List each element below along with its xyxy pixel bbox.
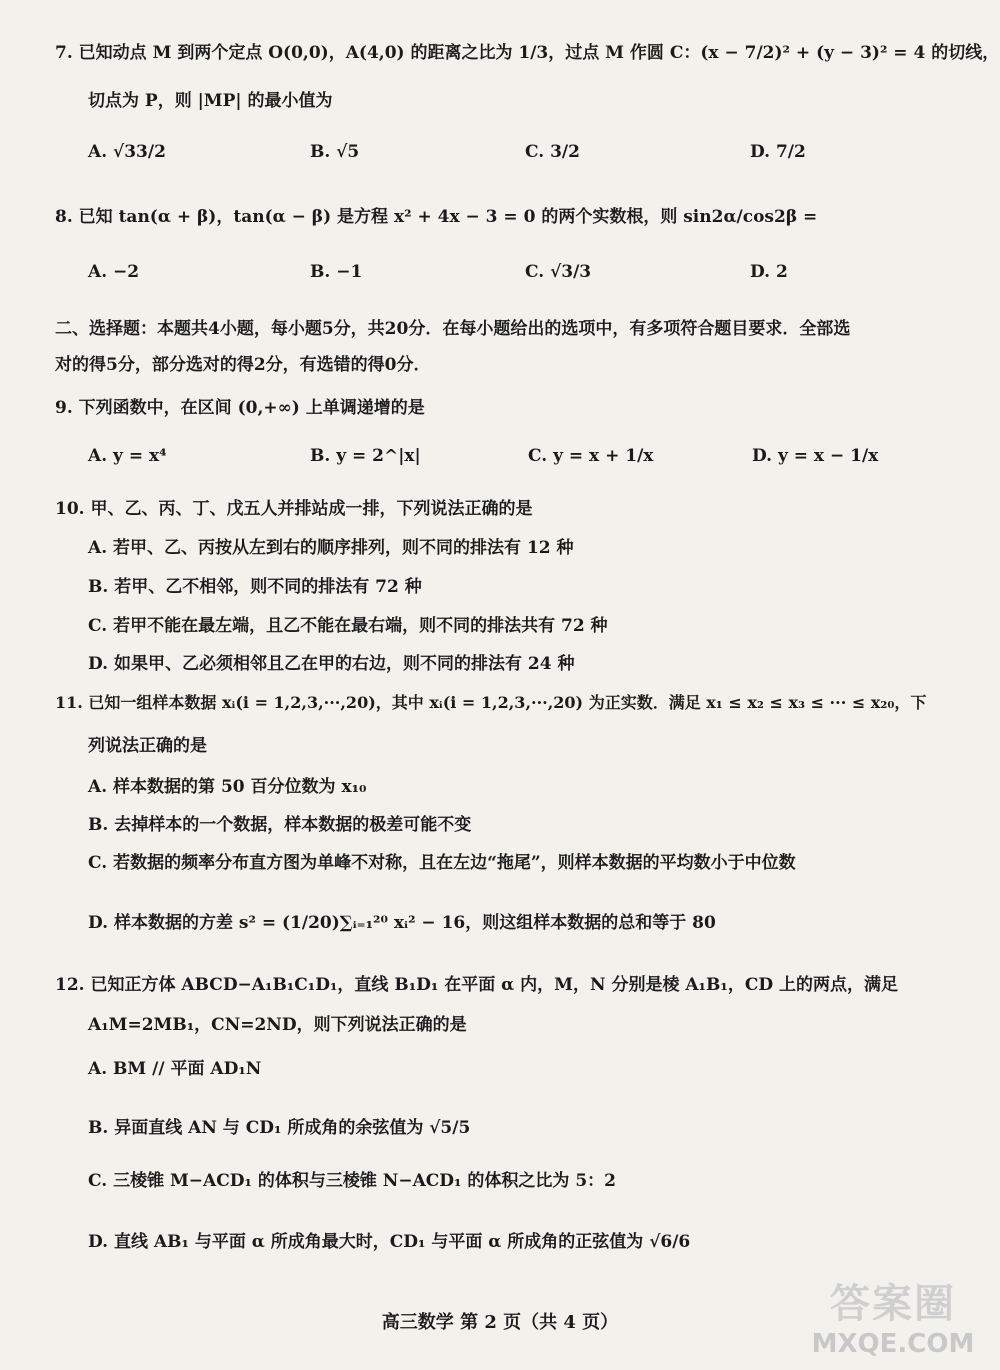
page-footer: 高三数学 第 2 页（共 4 页） bbox=[381, 1312, 619, 1333]
section-2-heading: 二、选择题：本题共4小题，每小题5分，共20分．在每小题给出的选项中，有多项符合题目要求．全部选 bbox=[55, 319, 851, 339]
question-12-stem-cont: A₁M=2MB₁，CN=2ND，则下列说法正确的是 bbox=[88, 1015, 467, 1035]
question-8-option-c: C. √3/3 bbox=[525, 262, 592, 282]
question-10-stem: 10. 甲、乙、丙、丁、戊五人并排站成一排，下列说法正确的是 bbox=[55, 499, 533, 519]
question-11-stem-cont: 列说法正确的是 bbox=[88, 736, 207, 756]
question-12-option-d: D. 直线 AB₁ 与平面 α 所成角最大时，CD₁ 与平面 α 所成角的正弦值为 √6/6 bbox=[88, 1232, 691, 1252]
question-7-option-d: D. 7/2 bbox=[750, 142, 806, 162]
question-9-option-b: B. y = 2^|x| bbox=[310, 446, 421, 466]
question-9-option-a: A. y = x⁴ bbox=[88, 446, 167, 466]
question-11-option-a: A. 样本数据的第 50 百分位数为 x₁₀ bbox=[88, 777, 367, 797]
question-12-option-c: C. 三棱锥 M−ACD₁ 的体积与三棱锥 N−ACD₁ 的体积之比为 5：2 bbox=[88, 1171, 616, 1191]
watermark-logo: 答案圈 bbox=[830, 1281, 956, 1327]
question-10-option-b: B. 若甲、乙不相邻，则不同的排法有 72 种 bbox=[88, 577, 422, 597]
question-10-option-d: D. 如果甲、乙必须相邻且乙在甲的右边，则不同的排法有 24 种 bbox=[88, 654, 575, 674]
watermark-url: MXQE.COM bbox=[811, 1329, 975, 1359]
question-12-option-b: B. 异面直线 AN 与 CD₁ 所成角的余弦值为 √5/5 bbox=[88, 1118, 471, 1138]
question-8-option-b: B. −1 bbox=[310, 262, 363, 282]
question-11-stem: 11. 已知一组样本数据 xᵢ(i = 1,2,3,···,20)，其中 xᵢ(i = 1,2,3,···,20) 为正实数．满足 x₁ ≤ x₂ ≤ x₃ ≤ ··· ≤ x₂₀，下 bbox=[55, 693, 927, 712]
question-12-stem: 12. 已知正方体 ABCD−A₁B₁C₁D₁，直线 B₁D₁ 在平面 α 内，M，N 分别是棱 A₁B₁，CD 上的两点，满足 bbox=[55, 975, 899, 995]
question-7-stem-cont: 切点为 P，则 |MP| 的最小值为 bbox=[88, 91, 333, 111]
question-11-option-c: C. 若数据的频率分布直方图为单峰不对称，且在左边“拖尾”，则样本数据的平均数小于中位数 bbox=[88, 853, 796, 873]
question-8-option-d: D. 2 bbox=[750, 262, 788, 282]
question-11-option-d: D. 样本数据的方差 s² = (1/20)∑ᵢ₌₁²⁰ xᵢ² − 16，则这组样本数据的总和等于 80 bbox=[88, 913, 716, 933]
question-9-option-d: D. y = x − 1/x bbox=[752, 446, 879, 466]
question-7-option-b: B. √5 bbox=[310, 142, 360, 162]
watermark bbox=[804, 1272, 982, 1359]
question-9-option-c: C. y = x + 1/x bbox=[528, 446, 654, 466]
question-7-option-a: A. √33/2 bbox=[88, 142, 166, 162]
question-10-option-a: A. 若甲、乙、丙按从左到右的顺序排列，则不同的排法有 12 种 bbox=[88, 538, 574, 558]
question-11-option-b: B. 去掉样本的一个数据，样本数据的极差可能不变 bbox=[88, 815, 472, 835]
section-2-heading-cont: 对的得5分，部分选对的得2分，有选错的得0分． bbox=[55, 355, 431, 375]
question-8-option-a: A. −2 bbox=[88, 262, 140, 282]
question-10-option-c: C. 若甲不能在最左端，且乙不能在最右端，则不同的排法共有 72 种 bbox=[88, 616, 608, 636]
question-8-stem: 8. 已知 tan(α + β)，tan(α − β) 是方程 x² + 4x − 3 = 0 的两个实数根，则 sin2α/cos2β = bbox=[55, 207, 818, 227]
question-7-option-c: C. 3/2 bbox=[525, 142, 580, 162]
question-9-stem: 9. 下列函数中，在区间 (0,+∞) 上单调递增的是 bbox=[55, 398, 425, 418]
question-7-stem: 7. 已知动点 M 到两个定点 O(0,0)，A(4,0) 的距离之比为 1/3，过点 M 作圆 C：(x − 7/2)² + (y − 3)² = 4 的切线， bbox=[55, 43, 1000, 63]
question-12-option-a: A. BM // 平面 AD₁N bbox=[88, 1059, 262, 1079]
